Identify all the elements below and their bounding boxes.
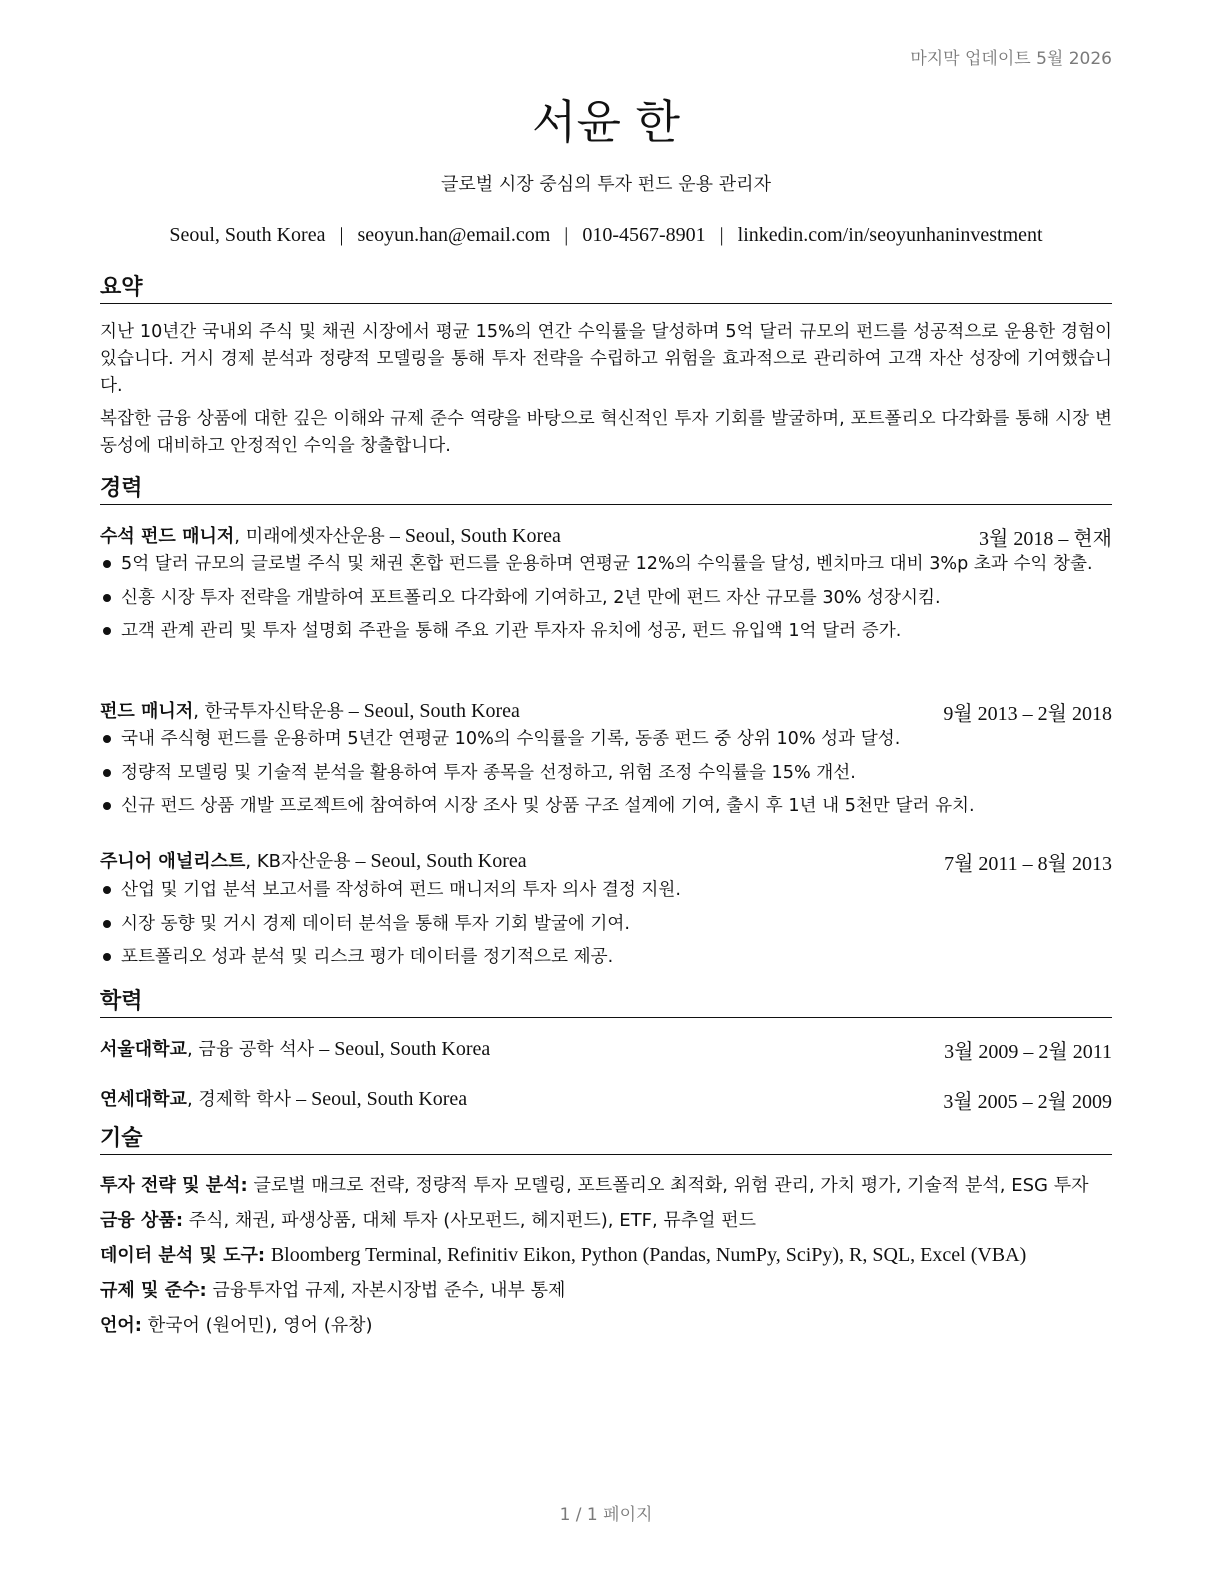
job-bullets [100,726,1112,827]
skill-label: 투자 전략 및 분석: [100,1175,248,1196]
job-heading: 수석 펀드 매니저, 미래에셋자산운용 – Seoul, South Korea 3월 2018 – 현재 [100,522,1112,548]
school-name: 서울대학교 [100,1039,187,1060]
summary-paragraph-1: 지난 10년간 국내외 주식 및 채권 시장에서 평균 15%의 연간 수익률을 달성하며 5억 달러 규모의 펀드를 성공적으로 운용한 경험이 있습니다. 거시 경제 분석과 정량적 모델링을 통해 투자 전략을 수립하고 위험을 효과적으로 관리하여 고객 자산 성장에 기여했습니다. [100,322,1112,396]
education-location: Seoul, South Korea [334,1038,491,1060]
bullet-text: 고객 관계 관리 및 투자 설명회 주관을 통해 주요 기관 투자자 유치에 성공, 펀드 유입액 1억 달러 증가. [121,621,902,641]
contact-location: Seoul, South Korea [169,224,326,246]
job-location: Seoul, South Korea [363,700,520,722]
bullet-icon [103,802,111,810]
page-indicator: 1 / 1 페이지 [559,1505,653,1525]
contact-separator: | [339,224,344,246]
list-item [100,726,1112,752]
bullet-icon [103,769,111,777]
job-bullets [100,877,1112,978]
bullet-icon [103,627,111,635]
job-org: 한국투자신탁운용 [204,701,344,722]
job-org: KB자산운용 [256,851,351,872]
job-role: 펀드 매니저 [100,701,194,722]
bullet-text: 신규 펀드 상품 개발 프로젝트에 참여하여 시장 조사 및 상품 구조 설계에 기여, 출시 후 1년 내 5천만 달러 유치. [121,796,975,816]
tagline: 글로벌 시장 중심의 투자 펀드 운용 관리자 [441,174,771,195]
job-org: 미래에셋자산운용 [245,526,385,547]
bullet-icon [103,560,111,568]
list-item [100,585,1112,611]
education-dates: 3월 2009 – 2월 2011 [944,1041,1112,1063]
section-title-skills: 기술 [100,1127,1112,1155]
school-name: 연세대학교 [100,1089,187,1110]
skill-row [100,1311,1112,1337]
skill-row [100,1171,1112,1197]
skill-row [100,1276,1112,1302]
skill-value: 한국어 (원어민), 영어 (유창) [147,1315,373,1336]
bullet-icon [103,594,111,602]
job-location: Seoul, South Korea [404,525,561,547]
job-location: Seoul, South Korea [370,850,527,872]
skill-value: Bloomberg Terminal, Refinitiv Eikon, Python (Pandas, NumPy, SciPy), R, SQL, Excel (VBA) [270,1244,1027,1266]
education-dates: 3월 2005 – 2월 2009 [943,1091,1112,1113]
education-item: 서울대학교, 금융 공학 석사 – Seoul, South Korea 3월 2009 – 2월 2011 [100,1035,1112,1061]
job-dates: 7월 2011 – 8월 2013 [944,853,1112,875]
skill-label: 데이터 분석 및 도구: [100,1245,266,1266]
skill-label: 규제 및 준수: [100,1280,207,1301]
contact-separator: | [564,224,569,246]
bullet-text: 5억 달러 규모의 글로벌 주식 및 채권 혼합 펀드를 운용하며 연평균 12%의 수익률을 달성, 벤치마크 대비 3%p 초과 수익 창출. [121,554,1093,574]
section-title-experience: 경력 [100,477,1112,505]
skill-label: 언어: [100,1315,142,1336]
list-item [100,911,1112,937]
job-dates: 3월 2018 – 현재 [979,528,1112,550]
job-role: 수석 펀드 매니저 [100,526,235,547]
skill-row [100,1206,1112,1232]
bullet-text: 정량적 모델링 및 기술적 분석을 활용하여 투자 종목을 선정하고, 위험 조정 수익률을 15% 개선. [121,762,856,783]
bullet-icon [103,953,111,961]
contact-linkedin[interactable]: linkedin.com/in/seoyunhaninvestment [737,224,1043,246]
list-item [100,944,1112,970]
contact-separator: | [719,224,724,246]
last-updated: 마지막 업데이트 5월 2026 [910,49,1112,69]
job-bullets [100,551,1112,652]
resume-page [100,0,1112,1584]
section-title-education: 학력 [100,990,1112,1018]
section-title-summary: 요약 [100,276,1112,304]
education-item: 연세대학교, 경제학 학사 – Seoul, South Korea 3월 2005 – 2월 2009 [100,1085,1112,1111]
bullet-text: 국내 주식형 펀드를 운용하며 5년간 연평균 10%의 수익률을 기록, 동종 펀드 중 상위 10% 성과 달성. [121,729,901,749]
list-item [100,551,1112,577]
bullet-text: 포트폴리오 성과 분석 및 리스크 평가 데이터를 정기적으로 제공. [121,947,614,967]
list-item [100,877,1112,903]
job-heading: 주니어 애널리스트, KB자산운용 – Seoul, South Korea 7월 2011 – 8월 2013 [100,847,1112,873]
job-role: 주니어 애널리스트 [100,851,246,872]
candidate-name: 서윤 한 [532,95,680,149]
list-item [100,618,1112,644]
bullet-text: 신흥 시장 투자 전략을 개발하여 포트폴리오 다각화에 기여하고, 2년 만에 펀드 자산 규모를 30% 성장시킴. [121,587,941,608]
list-item [100,760,1112,786]
degree: 금융 공학 석사 [198,1039,315,1060]
list-item [100,793,1112,819]
education-location: Seoul, South Korea [311,1088,468,1110]
contact-email[interactable]: seoyun.han@email.com [357,224,551,246]
bullet-icon [103,886,111,894]
bullet-text: 산업 및 기업 분석 보고서를 작성하여 펀드 매니저의 투자 의사 결정 지원. [121,880,681,900]
bullet-icon [103,920,111,928]
summary-paragraph-2: 복잡한 금융 상품에 대한 깊은 이해와 규제 준수 역량을 바탕으로 혁신적인 투자 기회를 발굴하며, 포트폴리오 다각화를 통해 시장 변동성에 대비하고 안정적인 수익을 창출합니다. [100,409,1112,456]
skill-value: 금융투자업 규제, 자본시장법 준수, 내부 통제 [212,1280,566,1301]
skill-value: 글로벌 매크로 전략, 정량적 투자 모델링, 포트폴리오 최적화, 위험 관리, 가치 평가, 기술적 분석, ESG 투자 [253,1175,1089,1196]
skill-label: 금융 상품: [100,1210,184,1231]
job-heading: 펀드 매니저, 한국투자신탁운용 – Seoul, South Korea 9월 2013 – 2월 2018 [100,697,1112,723]
contact-phone: 010-4567-8901 [582,224,706,246]
contact-line [100,224,1112,247]
degree: 경제학 학사 [198,1089,292,1110]
skill-value: 주식, 채권, 파생상품, 대체 투자 (사모펀드, 헤지펀드), ETF, 뮤추얼 펀드 [188,1210,757,1231]
bullet-text: 시장 동향 및 거시 경제 데이터 분석을 통해 투자 기회 발굴에 기여. [121,913,630,934]
job-dates: 9월 2013 – 2월 2018 [943,703,1112,725]
skill-row [100,1241,1112,1267]
bullet-icon [103,735,111,743]
